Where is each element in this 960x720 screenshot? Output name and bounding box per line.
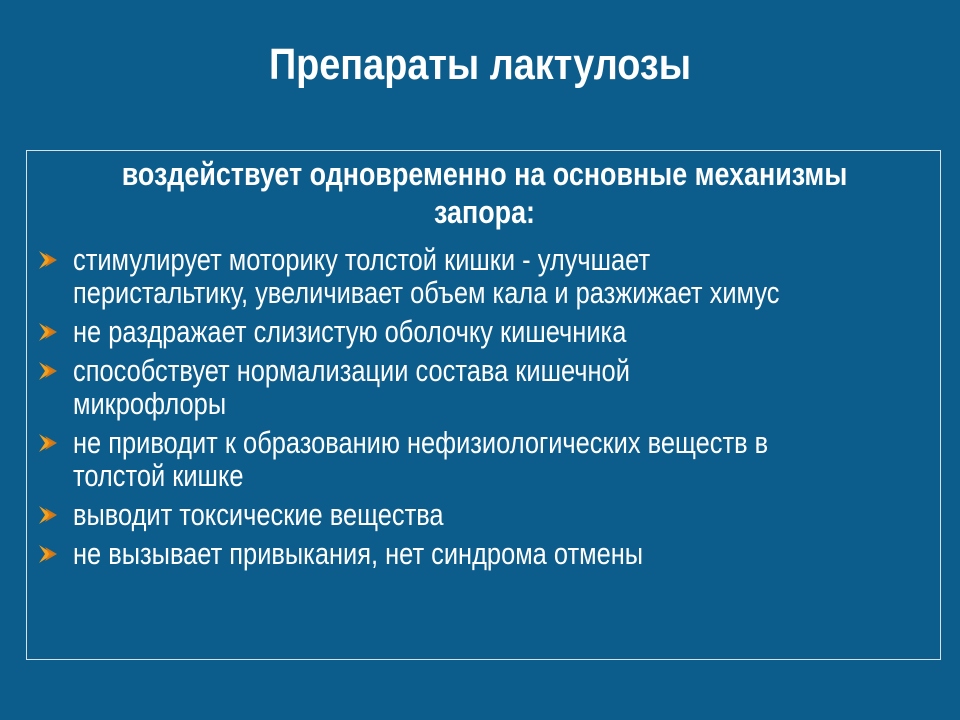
orange-arrow-bullet-icon [37, 543, 63, 565]
list-item [35, 498, 935, 531]
list-item-line: стимулирует моторику толстой кишки - улучшает [73, 242, 651, 277]
orange-arrow-bullet-icon [37, 360, 63, 382]
list-item [35, 243, 935, 309]
orange-arrow-bullet-icon [37, 432, 63, 454]
list-item-line: не раздражает слизистую оболочку кишечника [73, 314, 627, 349]
list-item [35, 537, 935, 570]
slide-title: Препараты лактулозы [268, 40, 692, 89]
list-item [35, 354, 935, 420]
bullet-list [35, 243, 935, 576]
list-item-line: способствует нормализации состава кишечной [73, 353, 630, 388]
orange-arrow-bullet-icon [37, 249, 63, 271]
list-item-line: не приводит к образованию нефизиологических веществ в [73, 425, 769, 460]
list-item-line: микрофлоры [73, 386, 227, 421]
list-item [35, 315, 935, 348]
list-item-line: перистальтику, увеличивает объем кала и разжижает химус [73, 275, 780, 310]
list-item-line: толстой кишке [73, 458, 244, 493]
orange-arrow-bullet-icon [37, 321, 63, 343]
list-item-line: выводит токсические вещества [73, 497, 444, 532]
content-box [26, 150, 941, 660]
list-item-line: не вызывает привыкания, нет синдрома отмены [73, 536, 644, 571]
intro-text: воздействует одновременно на основные механизмы запора: [121, 156, 848, 230]
list-item [35, 426, 935, 492]
orange-arrow-bullet-icon [37, 504, 63, 526]
